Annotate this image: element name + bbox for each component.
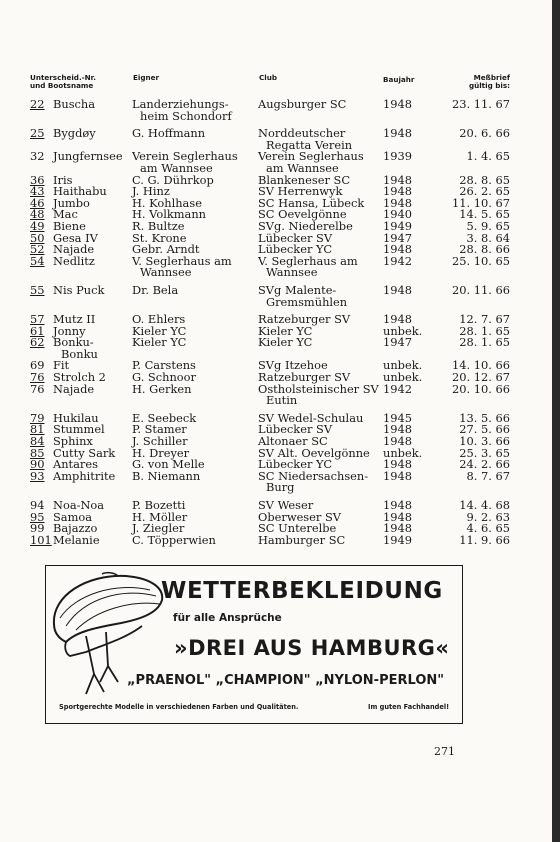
ad-headline: WETTERBEKLEIDUNG [161,578,443,604]
cell-nr: 52 [30,242,45,257]
cell-owner: Verein Seglerhaus [132,149,238,164]
table-row [0,395,552,407]
cell-boat: Jumbo [53,195,90,210]
cell-boat: Bygdøy [53,126,96,141]
cell-owner: Kieler YC [132,335,187,350]
cell-year: 1948 [383,126,412,141]
cell-boat: Sphinx [53,434,93,449]
cell-date: 20. 6. 66 [459,126,510,141]
cell-date: 10. 3. 66 [459,434,510,449]
cell-club: Altonaer SC [258,434,328,449]
cell-year: unbek. [383,323,423,338]
cell-club: SC Oevelgönne [258,207,347,222]
advertisement [45,565,463,724]
cell-club: Lübecker YC [258,457,333,472]
cell-club: Eutin [266,393,298,408]
header-valid-until-label: gültig bis: [468,81,510,90]
cell-owner: H. Dreyer [132,445,190,460]
cell-year: 1948 [383,422,412,437]
cell-date: 4. 6. 65 [466,521,510,536]
cell-club: Lübecker YC [258,242,333,257]
cell-date: 20. 12. 67 [452,370,510,385]
cell-date: 11. 10. 67 [452,195,510,210]
cell-boat: Nedlitz [53,253,95,268]
cell-owner: V. Seglerhaus am [132,253,232,268]
ad-footer-left: Sportgerechte Modelle in verschiedenen Farben und Qualitäten. [59,703,299,711]
cell-boat: Nis Puck [53,282,105,297]
boat-register-table [0,99,552,546]
cell-nr: 32 [30,149,45,164]
cell-year: 1948 [383,457,412,472]
cell-club: Augsburger SC [258,97,347,111]
cell-year: 1948 [383,434,412,449]
cell-owner: J. Ziegler [132,521,185,536]
cell-boat: Mac [53,207,78,222]
cell-nr: 62 [30,335,45,350]
cell-club: SV Weser [258,498,314,512]
cell-club: Lübecker SV [258,230,333,245]
cell-owner: E. Seebeck [132,410,197,425]
cell-boat: Samoa [53,509,93,524]
cell-year: 1948 [383,509,412,524]
cell-club: Hamburger SC [258,532,346,547]
cell-boat: Najade [53,242,95,257]
cell-boat: Gesa IV [53,230,98,245]
cell-club: Kieler YC [258,323,313,338]
cell-nr: 99 [30,521,45,536]
cell-nr: 95 [30,509,45,524]
cell-owner: H. Möller [132,509,188,524]
cell-date: 8. 7. 67 [466,468,510,483]
cell-boat: Mutz II [53,312,96,327]
cell-date: 1. 4. 65 [466,149,510,164]
cell-club: Ratzeburger SV [258,370,351,385]
rain-hat-icon [46,566,176,716]
cell-nr: 61 [30,323,45,338]
cell-year: 1948 [383,97,412,111]
cell-year: 1947 [383,335,412,350]
cell-nr: 25 [30,126,45,141]
cell-club: SVg Malente- [258,282,337,297]
cell-boat: Cutty Sark [53,445,116,460]
cell-nr: 55 [30,282,45,297]
cell-boat: Bajazzo [53,521,98,536]
cell-nr: 57 [30,312,45,327]
cell-year: 1948 [383,282,412,297]
cell-club: Wannsee [266,265,318,280]
cell-owner: P. Carstens [132,358,196,373]
cell-year: 1948 [383,468,412,483]
cell-boat: Najade [53,381,95,396]
cell-owner: C. G. Dührkop [132,172,214,187]
cell-nr: 81 [30,422,45,437]
cell-nr: 94 [30,498,45,512]
cell-boat: Strolch 2 [53,370,106,385]
cell-boat: Biene [53,218,86,233]
cell-boat: Amphitrite [53,468,116,483]
cell-nr: 76 [30,370,45,385]
cell-club: SVg. Niederelbe [258,218,353,233]
cell-owner: G. Schnoor [132,370,196,385]
table-row [0,108,552,123]
cell-owner: C. Töpperwien [132,532,216,547]
cell-date: 20. 10. 66 [452,381,510,396]
cell-owner: Gebr. Arndt [132,242,200,257]
cell-nr: 48 [30,207,45,222]
cell-boat: Antares [53,457,98,472]
cell-year: unbek. [383,445,423,460]
table-row [0,294,552,309]
cell-nr: 69 [30,358,45,373]
cell-nr: 54 [30,253,45,268]
cell-nr: 49 [30,218,45,233]
header-boatname-label: und Bootsname [30,81,94,90]
cell-date: 27. 5. 66 [459,422,510,437]
cell-date: 28. 1. 65 [459,335,510,350]
cell-owner: H. Kohlhase [132,195,202,210]
cell-owner: H. Volkmann [132,207,207,222]
cell-owner: J. Hinz [132,184,170,199]
cell-year: 1939 [383,149,412,164]
cell-year: 1947 [383,230,412,245]
ad-products: „PRAENOL" „CHAMPION" „NYLON-PERLON" [127,673,445,688]
cell-club: Verein Seglerhaus [258,149,364,164]
cell-date: 24. 2. 66 [459,457,510,472]
cell-club: SV Alt. Oevelgönne [258,445,370,460]
cell-boat: Melanie [53,532,100,547]
cell-date: 14. 10. 66 [452,358,510,373]
cell-owner: B. Niemann [132,468,201,483]
cell-owner: G. von Melle [132,457,205,472]
cell-nr: 46 [30,195,45,210]
cell-boat: Jonny [53,323,86,338]
cell-year: 1945 [383,410,412,425]
cell-boat: Fit [53,358,70,373]
cell-boat: Buscha [53,97,96,111]
cell-owner: Dr. Bela [132,282,179,297]
cell-year: 1942 [383,253,412,268]
cell-year: 1948 [383,195,412,210]
cell-club: SVg Itzehoe [258,358,328,373]
cell-boat: Hukilau [53,410,99,425]
header-number-label: Unterscheid.-Nr. [30,73,96,82]
cell-club: SV Wedel-Schulau [258,410,364,425]
cell-owner: St. Krone [132,230,187,245]
cell-owner: P. Bozetti [132,498,186,512]
cell-year: 1948 [383,498,412,512]
cell-club: Ratzeburger SV [258,312,351,327]
cell-club: Burg [266,480,295,495]
ad-footer-right: Im guten Fachhandel! [368,703,450,711]
page-edge-shadow [552,0,560,842]
cell-date: 14. 5. 65 [459,207,510,222]
cell-year: 1940 [383,207,412,222]
table-row [0,482,552,494]
cell-club: SC Hansa, Lübeck [258,195,365,210]
cell-club: am Wannsee [266,160,339,175]
cell-club: Oberweser SV [258,509,341,524]
cell-club: Lübecker SV [258,422,333,437]
cell-year: 1948 [383,172,412,187]
cell-nr: 50 [30,230,45,245]
cell-club: Kieler YC [258,335,313,350]
cell-owner: Landerziehungs- [132,97,229,111]
cell-date: 12. 7. 67 [459,312,510,327]
header-number-boatname [30,74,96,90]
cell-date: 26. 2. 65 [459,184,510,199]
cell-nr: 93 [30,468,45,483]
cell-owner: H. Gerken [132,381,192,396]
cell-boat: Stummel [53,422,105,437]
cell-owner: am Wannsee [140,160,213,175]
cell-club: Regatta Verein [266,137,353,152]
cell-nr: 36 [30,172,45,187]
cell-club: Norddeutscher [258,126,346,141]
cell-year: unbek. [383,358,423,373]
cell-date: 28. 1. 65 [459,323,510,338]
cell-nr: 85 [30,445,45,460]
ad-subline: für alle Ansprüche [173,612,282,624]
cell-club: SV Herrenwyk [258,184,343,199]
cell-owner: Kieler YC [132,323,187,338]
cell-club: V. Seglerhaus am [258,253,358,268]
cell-date: 5. 9. 65 [466,218,510,233]
cell-club: Ostholsteinischer SV [258,381,379,396]
cell-date: 28. 8. 66 [459,242,510,257]
cell-boat: Iris [53,172,73,187]
cell-boat: Bonku [61,346,98,361]
cell-year: 1949 [383,532,412,547]
cell-year: 1942 [383,381,412,396]
cell-boat: Bonku- [53,335,94,350]
cell-nr: 43 [30,184,45,199]
table-row [0,532,552,547]
cell-nr: 90 [30,457,45,472]
page-number: 271 [434,745,455,758]
cell-date: 25. 10. 65 [452,253,510,268]
cell-boat: Noa-Noa [53,498,105,512]
cell-year: 1948 [383,521,412,536]
cell-club: Blankeneser SC [258,172,351,187]
header-owner: Eigner [133,73,160,82]
cell-date: 25. 3. 65 [459,445,510,460]
cell-nr: 101 [30,532,52,547]
cell-owner: P. Stamer [132,422,187,437]
cell-nr: 79 [30,410,45,425]
cell-date: 23. 11. 67 [452,97,510,111]
cell-nr: 76 [30,381,45,396]
cell-year: 1948 [383,184,412,199]
cell-owner: Wannsee [140,265,192,280]
cell-club: SC Unterelbe [258,521,337,536]
cell-owner: heim Schondorf [140,108,232,123]
cell-date: 28. 8. 65 [459,172,510,187]
cell-owner: J. Schiller [132,434,188,449]
cell-year: 1948 [383,312,412,327]
cell-date: 13. 5. 66 [459,410,510,425]
table-row [0,99,552,111]
header-mess-label: Meßbrief [473,73,510,82]
cell-year: unbek. [383,370,423,385]
cell-owner: R. Bultze [132,218,185,233]
cell-date: 14. 4. 68 [459,498,510,512]
cell-club: Gremsmühlen [266,294,348,309]
cell-date: 11. 9. 66 [459,532,510,547]
cell-nr: 84 [30,434,45,449]
cell-owner: G. Hoffmann [132,126,206,141]
cell-club: SC Niedersachsen- [258,468,369,483]
cell-date: 3. 8. 64 [466,230,510,245]
ad-brand: »DREI AUS HAMBURG« [174,636,450,660]
cell-date: 9. 2. 63 [466,509,510,524]
cell-nr: 22 [30,97,45,111]
cell-owner: O. Ehlers [132,312,186,327]
header-measure-certificate [446,74,510,90]
header-year: Baujahr [383,75,415,84]
table-row [0,267,552,279]
cell-year: 1948 [383,242,412,257]
cell-boat: Haithabu [53,184,107,199]
cell-year: 1949 [383,218,412,233]
header-club: Club [259,73,278,82]
cell-boat: Jungfernsee [53,149,123,164]
cell-date: 20. 11. 66 [452,282,510,297]
